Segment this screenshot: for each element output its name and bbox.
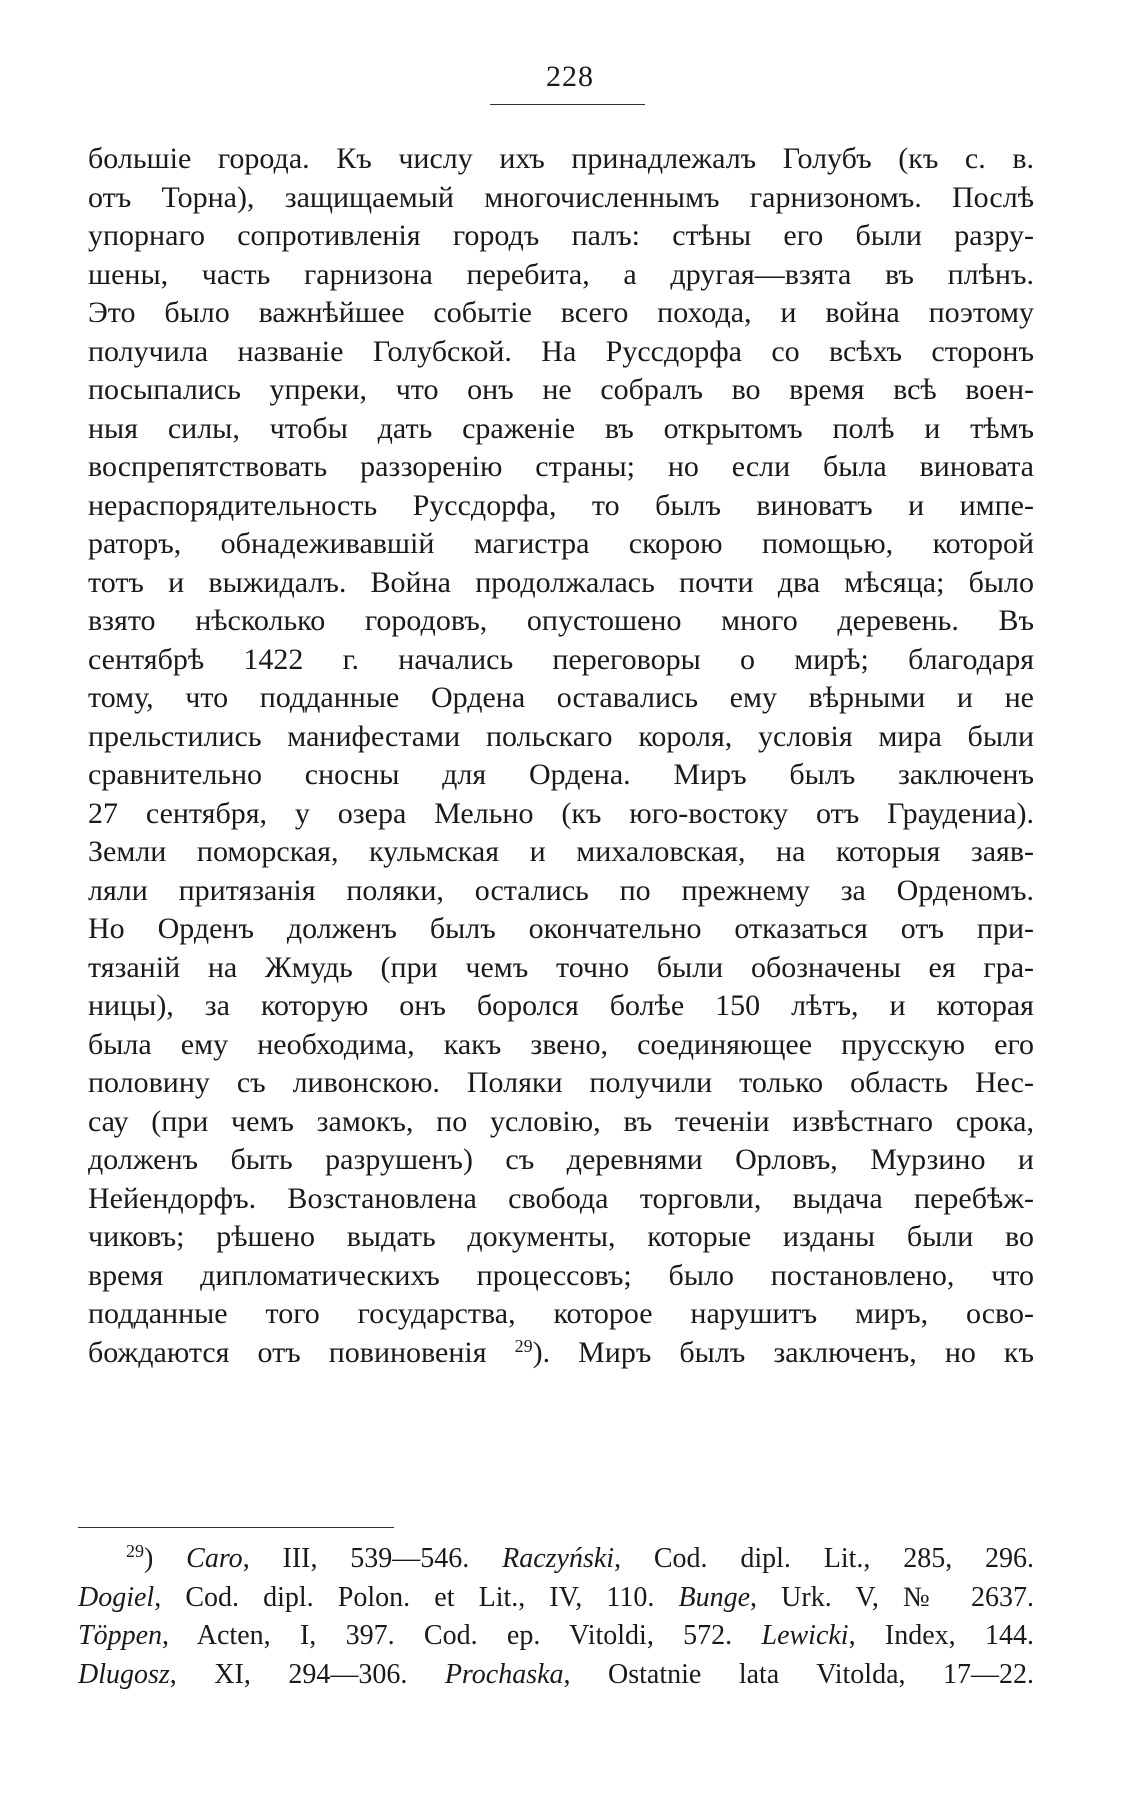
text-line: половину съ ливонскою. Поляки получили только область Нес- <box>88 1066 1034 1099</box>
text-line: взято нѣсколько городовъ, опустошено много деревень. Въ <box>88 604 1034 637</box>
footnote-text: ) <box>144 1543 187 1574</box>
text-line-start: бождаются отъ повиновенія <box>88 1335 487 1369</box>
text-line: Это было важнѣйшее событіе всего похода, и война поэтому <box>88 296 1034 329</box>
footnote-marker: 29 <box>126 1541 144 1561</box>
text-line: Земли поморская, кульмская и михаловская, на которыя заяв- <box>88 835 1034 868</box>
text-line: тотъ и выжидалъ. Война продолжалась почти два мѣсяца; было <box>88 565 1034 599</box>
text-line: сравнительно сносны для Ордена. Миръ былъ заключенъ <box>88 758 1034 791</box>
text-line: ницы), за которую онъ боролся болѣе 150 лѣтъ, и которая <box>88 989 1034 1022</box>
author-name: Töppen <box>78 1620 162 1651</box>
text-line: упорнаго сопротивленія городъ палъ: стѣны его были разру- <box>88 219 1034 252</box>
text-line: ныя силы, чтобы дать сраженіе въ открытомъ полѣ и тѣмъ <box>88 411 1034 445</box>
text-line: большіе города. Къ числу ихъ принадлежалъ Голубъ (къ с. в. <box>88 142 1034 175</box>
footnote-text: , Ostatnie lata Vitolda, 17—22. <box>563 1658 1034 1690</box>
footnote-rule <box>78 1527 394 1528</box>
text-line: шены, часть гарнизона перебита, а другая—взята въ плѣнъ. <box>88 257 1034 291</box>
text-line: получила названіе Голубской. На Руссдорфа со всѣхъ сторонъ <box>88 334 1034 368</box>
page-number: 228 <box>546 60 594 93</box>
author-name: Caro <box>186 1543 243 1574</box>
footnote-reference: 29 <box>514 1335 533 1356</box>
author-name: Prochaska <box>444 1658 564 1690</box>
author-name: Bunge <box>678 1581 751 1613</box>
body-text <box>88 140 1034 1372</box>
text-line: тому, что подданные Ордена оставались ему вѣрными и не <box>88 681 1034 714</box>
author-name: Dlugosz <box>78 1658 170 1690</box>
footnotes <box>78 1540 1034 1694</box>
footnote-line <box>78 1579 1034 1618</box>
text-line: посыпались упреки, что онъ не собралъ во время всѣ воен- <box>88 373 1034 406</box>
text-line: долженъ быть разрушенъ) съ деревнями Орловъ, Мурзино и <box>88 1143 1034 1176</box>
text-line: тязаній на Жмудь (при чемъ точно были обозначены ея гра- <box>88 950 1034 984</box>
text-line: сау (при чемъ замокъ, по условію, въ теченіи извѣстнаго срока, <box>88 1104 1034 1138</box>
footnote-line <box>78 1617 1034 1656</box>
text-line: прельстились манифестами польскаго короля, условія мира были <box>88 719 1034 753</box>
text-line: ляли притязанія поляки, остались по прежнему за Орденомъ. <box>88 873 1034 907</box>
author-name: Raczyński <box>502 1543 615 1574</box>
text-line: время дипломатическихъ процессовъ; было постановлено, что <box>88 1258 1034 1292</box>
footnote-text: , Cod. dipl. Polon. et Lit., IV, 110. <box>154 1581 679 1613</box>
text-line: Нейендорфъ. Возстановлена свобода торговли, выдача перебѣж- <box>88 1181 1034 1215</box>
footnote-line <box>78 1656 1034 1695</box>
text-line-end: ). Миръ былъ заключенъ, но къ <box>532 1335 1034 1369</box>
text-line: подданные того государства, которое нарушитъ миръ, осво- <box>88 1297 1034 1330</box>
text-line: 27 сентября, у озера Мельно (къ юго-востоку отъ Граудениа). <box>88 796 1034 830</box>
text-line: Но Орденъ долженъ былъ окончательно отказаться отъ при- <box>88 912 1034 945</box>
footnote-text: , Index, 144. <box>848 1620 1034 1651</box>
text-line-last <box>88 1334 1034 1373</box>
footnote-text: , XI, 294—306. <box>169 1658 445 1690</box>
text-line: воспрепятствовать раззоренію страны; но если была виновата <box>88 450 1034 483</box>
footnote-text: , Urk. V, № 2637. <box>750 1581 1034 1613</box>
footnote-text: , III, 539—546. <box>242 1543 503 1574</box>
text-line: отъ Торна), защищаемый многочисленнымъ гарнизономъ. Послѣ <box>88 180 1034 214</box>
text-line: была ему необходима, какъ звено, соединяющее прусскую его <box>88 1027 1034 1061</box>
author-name: Lewicki <box>761 1620 849 1651</box>
footnote-text: , Cod. dipl. Lit., 285, 296. <box>614 1543 1034 1574</box>
footnote-line <box>78 1540 1034 1579</box>
text-line: раторъ, обнадеживавшій магистра скорою помощью, которой <box>88 527 1034 560</box>
page-number-rule <box>490 104 645 105</box>
footnote-text: , Acten, I, 397. Cod. ep. Vitoldi, 572. <box>162 1620 762 1651</box>
author-name: Dogiel <box>78 1581 155 1613</box>
text-line: нераспорядительность Руссдорфа, то былъ виноватъ и импе- <box>88 488 1034 522</box>
text-line: чиковъ; рѣшено выдать документы, которые изданы были во <box>88 1220 1034 1253</box>
text-line: сентябрѣ 1422 г. начались переговоры о мирѣ; благодаря <box>88 642 1034 676</box>
